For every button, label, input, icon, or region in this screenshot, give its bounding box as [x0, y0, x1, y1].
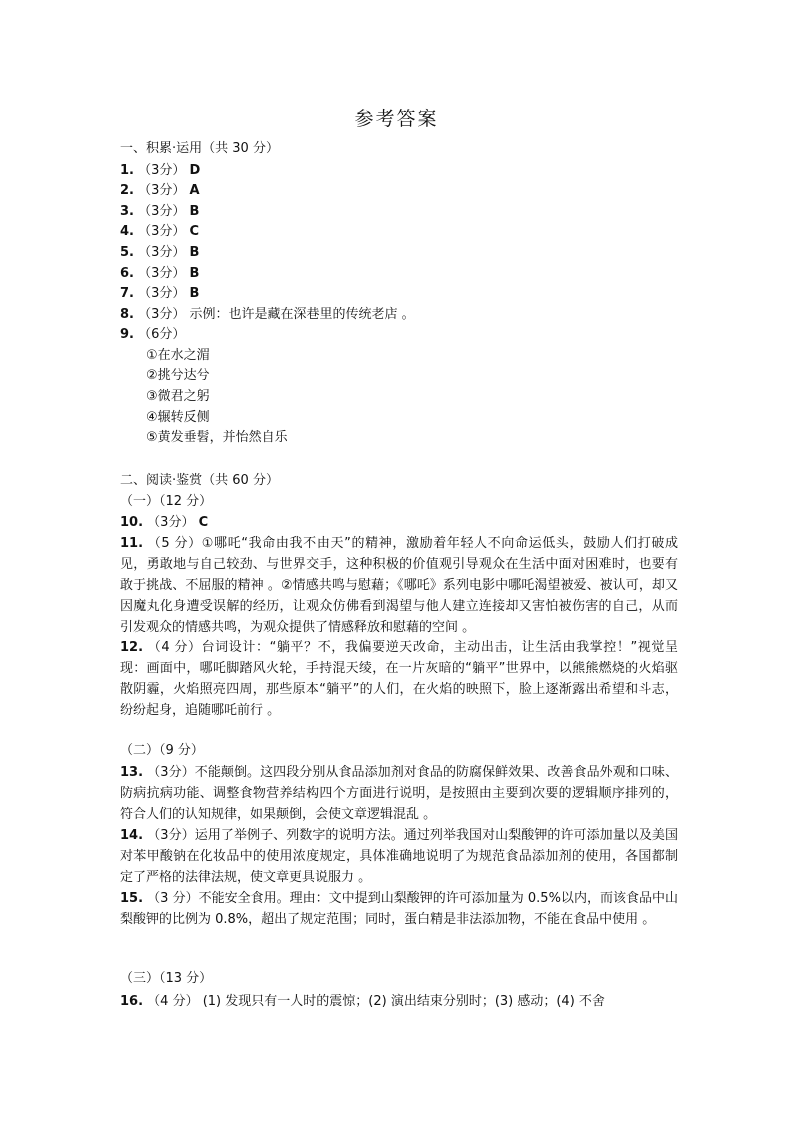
answer-item-8 [120, 305, 415, 325]
item-score: （3分） [147, 515, 195, 530]
answer-item-7 [120, 284, 199, 304]
answer-item-5 [120, 243, 199, 263]
sub-answer: ④辗转反侧 [146, 410, 210, 425]
item-score: （3分） [138, 245, 186, 260]
item-text: 不能安全食用。理由：文中提到山梨酸钾的许可添加量为 0.5%以内，而该食品中山梨酸钾的比例为 0.8%，超出了规定范围；同时，蛋白精是非法添加物，不能在食品中使用 。 [120, 891, 678, 927]
answer-item-2 [120, 181, 200, 201]
item-text: 不能颠倒。这四段分别从食品添加剂对食品的防腐保鲜效果、改善食品外观和口味、防病抗病功能、调整食物营养结构四个方面进行说明，是按照由主要到次要的逻辑顺序排列的，符合人们的认知规律，如果颠倒，会使文章逻辑混乱 。 [120, 765, 678, 822]
item-score: （3分） [138, 307, 186, 322]
item-number: 12. [120, 640, 144, 655]
answer-item-13 [120, 762, 678, 825]
answer-item-10 [120, 513, 208, 533]
item-number: 16. [120, 994, 144, 1009]
answer-item-9 [120, 325, 185, 345]
item-score: （5 分） [147, 536, 202, 551]
item-number: 4. [120, 224, 134, 239]
item-number: 15. [120, 891, 144, 906]
item-score: （3分） [147, 765, 195, 780]
item-score: （3 分） [147, 891, 199, 906]
item-score: （3分） [138, 183, 186, 198]
item-number: 3. [120, 204, 134, 219]
answer-item-16 [120, 992, 605, 1012]
item-score: （3分） [138, 266, 186, 281]
item-number: 1. [120, 163, 134, 178]
item-score: （3分） [138, 224, 186, 239]
item-number: 14. [120, 828, 144, 843]
item-score: （3分） [138, 204, 186, 219]
item-answer: B [189, 204, 200, 219]
item-text: 台词设计：“躺平？不，我偏要逆天改命，主动出击，让生活由我掌控！”视觉呈现：画面中，哪吒脚踏风火轮，手持混天绫，在一片灰暗的“躺平”世界中，以熊熊燃烧的火焰驱散阴霾，火焰照亮四周，那些原本“躺平”的人们，在火焰的映照下，脸上逐渐露出希望和斗志，纷纷起身，追随哪吒前行 。 [120, 640, 678, 718]
answer-item-6 [120, 264, 199, 284]
item-text: ①哪吒“我命由我不由天”的精神，激励着年轻人不向命运低头，鼓励人们打破成见，勇敢地与自己较劲、与世界交手，这种积极的价值观引导观众在生活中面对困难时，也要有敢于挑战、不屈服的精神 。②情感共鸣与慰藉；《哪吒》系列电影中哪吒渴望被爱、被认可，却又因魔丸化身遭受误解的经历，让观众仿佛看到渴望与他人建立连接却又害怕被伤害的自己，从而引发观众的情感共鸣，为观众提供了情感释放和慰藉的空间 。 [120, 536, 678, 635]
answer-item-4 [120, 222, 199, 242]
item-score: （6分） [138, 327, 186, 342]
part-heading: （一）（12 分） [120, 494, 213, 509]
item-answer: B [189, 245, 200, 260]
item-text: 示例：也许是藏在深巷里的传统老店 。 [189, 307, 415, 322]
item-number: 2. [120, 183, 134, 198]
section2-heading: 二、阅读·鉴赏（共 60 分） [120, 473, 279, 488]
item-score: （3分） [147, 828, 195, 843]
sub-answer: ③微君之躬 [146, 389, 210, 404]
item-score: （3分） [138, 163, 186, 178]
item-score: （3分） [138, 286, 186, 301]
answer-item-11 [120, 533, 678, 638]
answer-item-15 [120, 888, 678, 930]
item-number: 9. [120, 327, 134, 342]
item-number: 5. [120, 245, 134, 260]
item-number: 7. [120, 286, 134, 301]
item-answer: B [189, 266, 200, 281]
item-answer: C [189, 224, 200, 239]
sub-answer: ⑤黄发垂髫，并怡然自乐 [146, 430, 288, 445]
item-number: 10. [120, 515, 144, 530]
item-answer: D [189, 163, 201, 178]
item-number: 11. [120, 536, 144, 551]
part-heading: （二）（9 分） [120, 743, 204, 758]
item-text: 运用了举例子、列数字的说明方法。通过列举我国对山梨酸钾的许可添加量以及美国对苯甲酸钠在化妆品中的使用浓度规定，具体准确地说明了为规范食品添加剂的使用，各国都制定了严格的法律法规，使文章更具说服力 。 [120, 828, 678, 885]
item-answer: C [198, 515, 209, 530]
item-answer: B [189, 286, 200, 301]
item-score: （4 分） [147, 640, 202, 655]
answer-item-12 [120, 637, 678, 721]
answer-item-1 [120, 161, 200, 181]
item-number: 6. [120, 266, 134, 281]
part-heading: （三）（13 分） [120, 971, 213, 986]
item-answer: A [189, 183, 200, 198]
sub-answer: ②挑兮达兮 [146, 368, 210, 383]
answer-item-3 [120, 202, 199, 222]
sub-answer: ①在水之湄 [146, 348, 210, 363]
item-text: (1) 发现只有一人时的震惊；(2) 演出结束分别时；(3) 感动；(4) 不舍 [202, 994, 605, 1009]
item-number: 13. [120, 765, 144, 780]
item-number: 8. [120, 307, 134, 322]
item-score: （4 分） [147, 994, 199, 1009]
page-title: 参考答案 [354, 108, 439, 130]
answer-item-14 [120, 825, 678, 888]
section1-heading: 一、积累·运用（共 30 分） [120, 141, 279, 156]
